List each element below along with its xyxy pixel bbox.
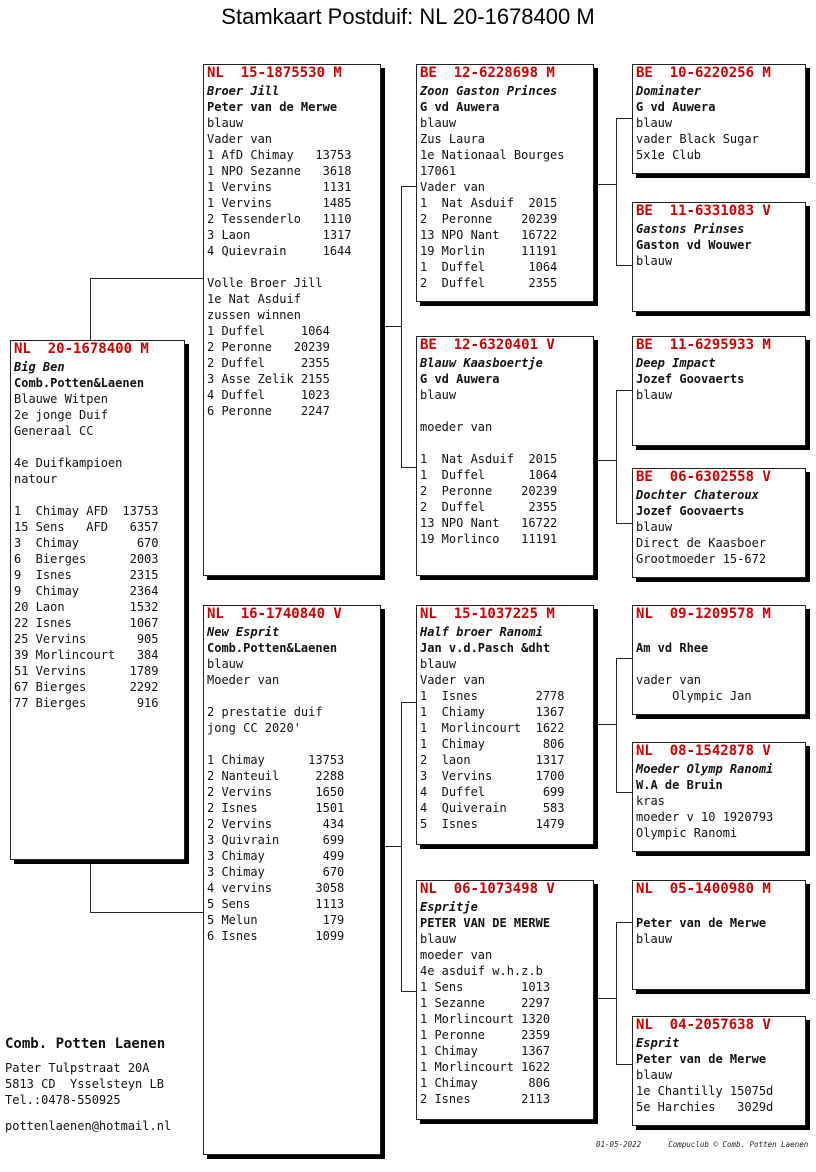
spacer: [636, 899, 802, 915]
pigeon-name: Espritje: [420, 900, 478, 914]
card-line: [420, 403, 590, 419]
ring-number: NL 06-1073498 V: [420, 881, 555, 897]
connector-line: [401, 702, 417, 703]
card-ffm: [632, 202, 806, 312]
card-line: 22 Isnes 1067: [14, 616, 159, 630]
footer-name: Comb. Potten Laenen: [5, 1036, 166, 1052]
card-line: blauw: [636, 932, 673, 946]
connector-line: [616, 922, 617, 1065]
pigeon-name: Big Ben: [14, 360, 65, 374]
card-line: 19 Morlinco 11191: [420, 532, 558, 546]
card-line: 39 Morlincourt 384: [14, 648, 159, 662]
card-line: kras: [636, 794, 665, 808]
ring-number: NL 20-1678400 M: [14, 341, 149, 357]
card-line: moeder v 10 1920793: [636, 810, 774, 824]
owner-name: Peter van de Merwe: [636, 1052, 767, 1066]
card-line: 2 Peronne 20239: [207, 340, 330, 354]
card-line: Zus Laura: [420, 132, 486, 146]
ring-number: NL 08-1542878 V: [636, 743, 771, 759]
pigeon-name: Half broer Ranomi: [420, 625, 543, 639]
card-line: 1 Isnes 2778: [420, 689, 565, 703]
card-line: 1 Morlincourt 1622: [420, 1060, 551, 1074]
card-line: 77 Bierges 916: [14, 696, 159, 710]
card-line: 6 Peronne 2247: [207, 404, 330, 418]
ring-number: BE 11-6295933 M: [636, 337, 771, 353]
card-line: 1 Chimay 1367: [420, 1044, 551, 1058]
card-line: 4 Duffel 1023: [207, 388, 330, 402]
card-line: 2 Vervins 434: [207, 817, 345, 831]
card-line: 1 Chimay 806: [420, 1076, 551, 1090]
connector-line: [616, 118, 633, 119]
ring-number: NL 04-2057638 V: [636, 1017, 771, 1033]
address-line: [5, 1108, 171, 1118]
card-line: 4e Duifkampioen: [14, 456, 123, 470]
connector-line: [385, 846, 401, 847]
pigeon-name: New Esprit: [207, 625, 280, 639]
card-line: 2 Tessenderlo 1110: [207, 212, 352, 226]
card-line: 3 Quivrain 699: [207, 833, 345, 847]
card-mmf: [632, 880, 806, 990]
pigeon-name: Deep Impact: [636, 356, 716, 370]
address-line: Pater Tulpstraat 20A: [5, 1061, 150, 1075]
card-line: 1 Chimay AFD 13753: [14, 504, 159, 518]
card-line: Volle Broer Jill: [207, 276, 323, 290]
connector-line: [385, 326, 401, 327]
card-line: 2 Duffel 2355: [420, 276, 558, 290]
card-line: 2 Nanteuil 2288: [207, 769, 345, 783]
connector-line: [90, 860, 91, 912]
ring-number: BE 12-6320401 V: [420, 337, 555, 353]
card-line: 5e Harchies 3029d: [636, 1100, 774, 1114]
card-line: 5 Isnes 1479: [420, 817, 565, 831]
connector-line: [598, 998, 616, 999]
card-line: 1 Morlincourt 1622: [420, 721, 565, 735]
connector-line: [598, 460, 616, 461]
card-line: 4 Duffel 699: [420, 785, 565, 799]
card-father-mother: [416, 336, 594, 576]
card-line: 1 Duffel 1064: [207, 324, 330, 338]
card-line: 1e Nationaal Bourges: [420, 148, 565, 162]
card-line: 3 Chimay 670: [207, 865, 345, 879]
spacer: [636, 624, 802, 640]
card-line: 2 Peronne 20239: [420, 212, 558, 226]
card-line: 2 Isnes 2113: [420, 1092, 551, 1106]
card-line: [420, 435, 590, 451]
card-line: 1 Duffel 1064: [420, 468, 558, 482]
ring-number: NL 05-1400980 M: [636, 881, 771, 897]
credit-line: 01-05-2022 Compuclub © Comb. Potten Laenen: [596, 1140, 809, 1149]
ring-number: BE 10-6220256 M: [636, 65, 771, 81]
card-line: blauw: [636, 254, 673, 268]
card-line: 4e asduif w.h.z.b: [420, 964, 543, 978]
card-mfm: [632, 742, 806, 852]
address-line: Tel.:0478-550925: [5, 1093, 121, 1107]
page-title: Stamkaart Postduif: NL 20-1678400 M: [221, 4, 595, 29]
card-line: 1 Nat Asduif 2015: [420, 196, 558, 210]
card-mother-father: [416, 605, 594, 845]
card-line: 6 Bierges 2003: [14, 552, 159, 566]
card-line: 6 Isnes 1099: [207, 929, 345, 943]
card-line: 67 Bierges 2292: [14, 680, 159, 694]
pigeon-name: Broer Jill: [207, 84, 280, 98]
card-line: Generaal CC: [14, 424, 94, 438]
card-line: Moeder van: [207, 673, 280, 687]
owner-name: Jozef Goovaerts: [636, 504, 745, 518]
card-line: 5x1e Club: [636, 148, 702, 162]
connector-line: [401, 186, 417, 187]
card-line: 1 Morlincourt 1320: [420, 1012, 551, 1026]
card-line: 51 Vervins 1789: [14, 664, 159, 678]
card-line: 2 prestatie duif: [207, 705, 323, 719]
card-line: 1 Sens 1013: [420, 980, 551, 994]
ring-number: NL 09-1209578 M: [636, 606, 771, 622]
connector-line: [616, 523, 633, 524]
email-link[interactable]: pottenlaenen@hotmail.nl: [5, 1119, 172, 1133]
connector-line: [616, 658, 617, 793]
card-line: 4 Quiverain 583: [420, 801, 565, 815]
card-father-father: [416, 64, 594, 302]
card-line: jong CC 2020': [207, 721, 301, 735]
owner-name: Jozef Goovaerts: [636, 372, 745, 386]
card-line: Vader van: [420, 180, 486, 194]
card-line: 1 Chimay 13753: [207, 753, 345, 767]
connector-line: [401, 702, 402, 992]
card-line: blauw: [207, 657, 244, 671]
card-line: blauw: [420, 116, 457, 130]
card-line: Olympic Jan: [636, 689, 752, 703]
card-line: 3 Chimay 499: [207, 849, 345, 863]
card-fmm: [632, 468, 806, 578]
card-line: blauw: [420, 932, 457, 946]
connector-line: [598, 184, 616, 185]
card-line: blauw: [636, 388, 673, 402]
card-fmf: [632, 336, 806, 446]
connector-line: [616, 1064, 633, 1065]
card-line: 2e jonge Duif: [14, 408, 108, 422]
pigeon-name: Moeder Olymp Ranomi: [636, 762, 774, 776]
card-line: 2 laon 1317: [420, 753, 565, 767]
connector-line: [616, 390, 633, 391]
card-line: 13 NPO Nant 16722: [420, 516, 558, 530]
card-line: [636, 656, 802, 672]
card-line: Direct de Kaasboer: [636, 536, 767, 550]
card-line: 1 Nat Asduif 2015: [420, 452, 558, 466]
connector-line: [90, 912, 205, 913]
ring-number: BE 11-6331083 V: [636, 203, 771, 219]
card-line: blauw: [636, 1068, 673, 1082]
ring-number: NL 15-1875530 M: [207, 65, 342, 81]
owner-name: Peter van de Merwe: [636, 916, 767, 930]
card-line: moeder van: [420, 948, 493, 962]
card-line: blauw: [420, 388, 457, 402]
card-line: 1 NPO Sezanne 3618: [207, 164, 352, 178]
card-line: 5 Melun 179: [207, 913, 345, 927]
owner-name: Gaston vd Wouwer: [636, 238, 752, 252]
connector-line: [598, 724, 616, 725]
card-line: 1 Vervins 1131: [207, 180, 352, 194]
pigeon-name: Dominater: [636, 84, 702, 98]
card-line: Blauwe Witpen: [14, 392, 108, 406]
card-line: 20 Laon 1532: [14, 600, 159, 614]
card-line: [207, 736, 377, 752]
pigeon-name: Dochter Chateroux: [636, 488, 759, 502]
connector-line: [616, 922, 633, 923]
card-mmm: [632, 1016, 806, 1126]
card-line: 1e Nat Asduif: [207, 292, 301, 306]
ring-number: NL 16-1740840 V: [207, 606, 342, 622]
card-line: 2 Vervins 1650: [207, 785, 345, 799]
card-mff: [632, 605, 806, 715]
card-mother: [203, 605, 381, 1155]
owner-name: PETER VAN DE MERWE: [420, 916, 551, 930]
card-line: [14, 487, 181, 503]
pigeon-name: Zoon Gaston Princes: [420, 84, 558, 98]
owner-name: Am vd Rhee: [636, 641, 709, 655]
card-fff: [632, 64, 806, 174]
card-mother-mother: [416, 880, 594, 1120]
connector-line: [616, 265, 633, 266]
card-line: 4 Quievrain 1644: [207, 244, 352, 258]
card-line: Grootmoeder 15-672: [636, 552, 767, 566]
card-line: zussen winnen: [207, 308, 301, 322]
card-line: 25 Vervins 905: [14, 632, 159, 646]
card-line: 1e Chantilly 15075d: [636, 1084, 774, 1098]
card-line: Vader van: [420, 673, 486, 687]
card-line: Vader van: [207, 132, 273, 146]
card-line: 3 Asse Zelik 2155: [207, 372, 330, 386]
owner-name: Peter van de Merwe: [207, 100, 338, 114]
card-line: natour: [14, 472, 58, 486]
card-line: 2 Peronne 20239: [420, 484, 558, 498]
connector-line: [401, 991, 417, 992]
card-line: 1 AfD Chimay 13753: [207, 148, 352, 162]
card-line: Olympic Ranomi: [636, 826, 738, 840]
pigeon-name: Esprit: [636, 1036, 680, 1050]
card-line: 2 Isnes 1501: [207, 801, 345, 815]
card-line: 5 Sens 1113: [207, 897, 345, 911]
card-line: 1 Duffel 1064: [420, 260, 558, 274]
card-line: blauw: [420, 657, 457, 671]
owner-name: G vd Auwera: [636, 100, 716, 114]
owner-name: G vd Auwera: [420, 372, 500, 386]
card-line: 2 Duffel 2355: [207, 356, 330, 370]
card-line: blauw: [636, 116, 673, 130]
card-line: 1 Sezanne 2297: [420, 996, 551, 1010]
card-line: 1 Peronne 2359: [420, 1028, 551, 1042]
connector-line: [616, 792, 633, 793]
card-line: 1 Vervins 1485: [207, 196, 352, 210]
owner-name: W.A de Bruin: [636, 778, 723, 792]
pigeon-name: Blauw Kaasboertje: [420, 356, 543, 370]
card-line: 13 NPO Nant 16722: [420, 228, 558, 242]
card-line: 3 Laon 1317: [207, 228, 352, 242]
card-line: vader van: [636, 673, 702, 687]
owner-name: G vd Auwera: [420, 100, 500, 114]
card-line: 3 Vervins 1700: [420, 769, 565, 783]
connector-line: [401, 467, 417, 468]
owner-name: Jan v.d.Pasch &dht: [420, 641, 551, 655]
pigeon-name: Gastons Prinses: [636, 222, 745, 236]
card-line: [14, 439, 181, 455]
card-line: 4 vervins 3058: [207, 881, 345, 895]
card-subject: [10, 340, 185, 860]
connector-line: [616, 118, 617, 266]
card-line: 1 Chimay 806: [420, 737, 565, 751]
card-line: 2 Duffel 2355: [420, 500, 558, 514]
card-line: blauw: [207, 116, 244, 130]
footer-address: [5, 1036, 171, 1134]
connector-line: [401, 186, 402, 468]
card-line: blauw: [636, 520, 673, 534]
card-line: 19 Morlin 11191: [420, 244, 558, 258]
card-father: [203, 64, 381, 576]
connector-line: [616, 658, 633, 659]
connector-line: [90, 278, 205, 279]
owner-name: Comb.Potten&Laenen: [207, 641, 338, 655]
connector-line: [90, 278, 91, 340]
card-line: 15 Sens AFD 6357: [14, 520, 159, 534]
address-line: 5813 CD Ysselsteyn LB: [5, 1077, 164, 1091]
card-line: moeder van: [420, 420, 493, 434]
card-line: 17061: [420, 164, 457, 178]
connector-line: [616, 390, 617, 524]
card-line: 3 Chimay 670: [14, 536, 159, 550]
card-line: [207, 688, 377, 704]
ring-number: BE 06-6302558 V: [636, 469, 771, 485]
card-line: 1 Chiamy 1367: [420, 705, 565, 719]
ring-number: BE 12-6228698 M: [420, 65, 555, 81]
card-line: 9 Chimay 2364: [14, 584, 159, 598]
owner-name: Comb.Potten&Laenen: [14, 376, 145, 390]
card-line: 9 Isnes 2315: [14, 568, 159, 582]
ring-number: NL 15-1037225 M: [420, 606, 555, 622]
card-line: vader Black Sugar: [636, 132, 759, 146]
card-line: [207, 259, 377, 275]
